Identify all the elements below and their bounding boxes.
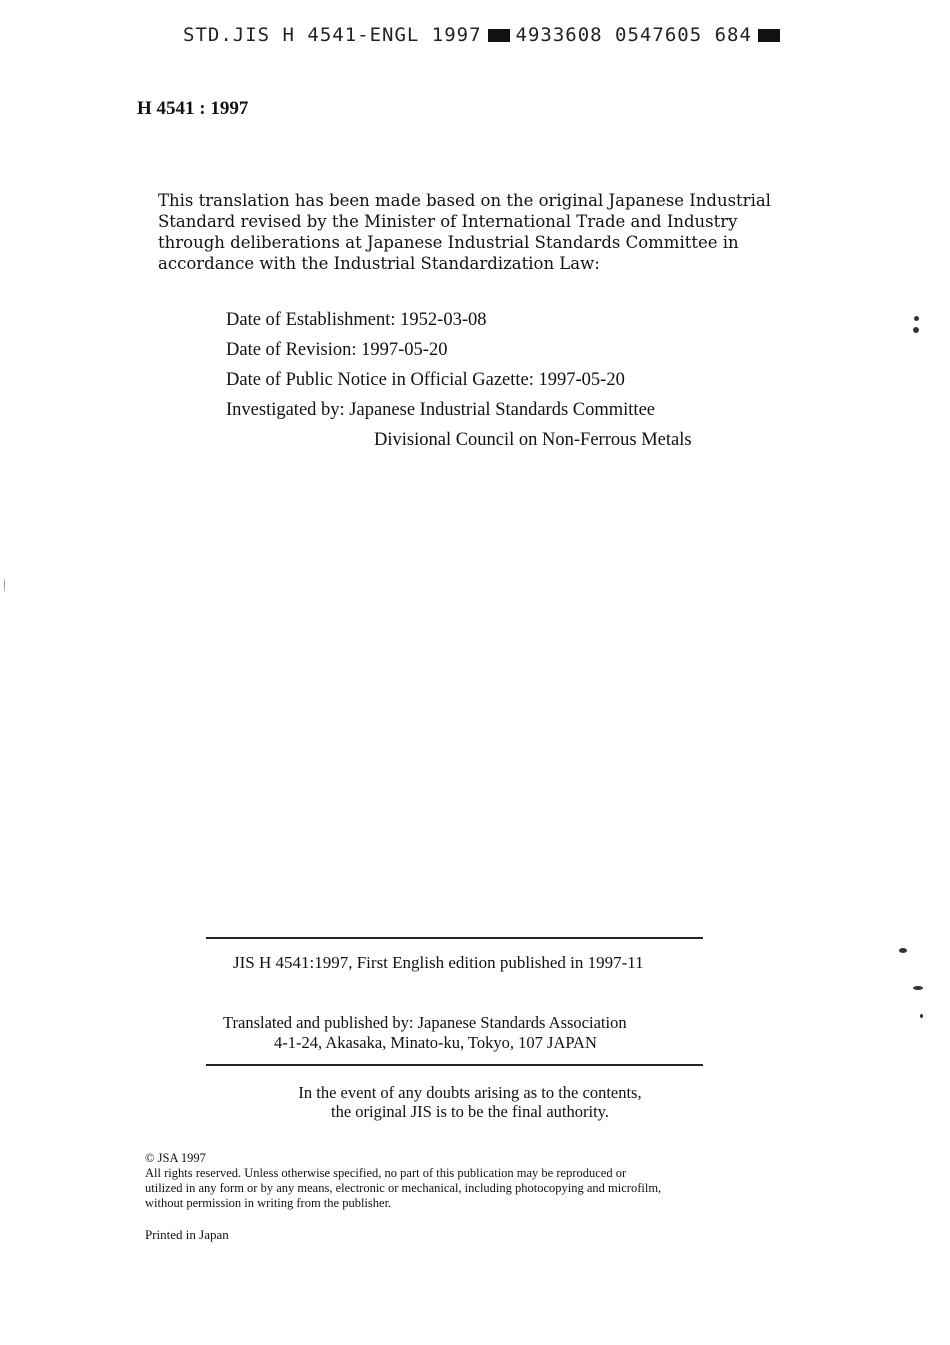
- scan-speck: [920, 1014, 923, 1018]
- header-code: 4933608 0547605 684: [515, 24, 752, 46]
- scan-speck: [913, 327, 919, 333]
- authority-notice: [0, 1083, 940, 1121]
- copyright-block: [145, 1151, 661, 1211]
- top-divider: [206, 937, 703, 939]
- header-standard: STD.JIS H 4541-ENGL 1997: [183, 24, 482, 46]
- black-block-mark: [488, 29, 510, 42]
- edition-line: JIS H 4541:1997, First English edition published in 1997-11: [233, 953, 644, 972]
- publisher-address: 4-1-24, Akasaka, Minato-ku, Tokyo, 107 JAPAN: [274, 1033, 597, 1052]
- scan-speck: [913, 986, 923, 990]
- copyright-text: utilized in any form or by any means, electronic or mechanical, including photocopying and microfilm,: [145, 1181, 662, 1195]
- document-id: H 4541 : 1997: [137, 98, 249, 119]
- intro-line: Standard revised by the Minister of International Trade and Industry: [158, 212, 738, 231]
- copyright-text: All rights reserved. Unless otherwise specified, no part of this publication may be reproduced or: [145, 1166, 627, 1180]
- printed-in: Printed in Japan: [145, 1227, 229, 1242]
- authority-line: In the event of any doubts arising as to the contents,: [298, 1083, 642, 1102]
- publisher-block: [223, 1013, 627, 1053]
- scan-speck: [4, 578, 5, 592]
- black-block-mark: [758, 29, 780, 42]
- scan-speck: [899, 948, 907, 953]
- authority-line: the original JIS is to be the final authority.: [330, 1102, 609, 1121]
- publisher-line: Translated and published by: Japanese Standards Association: [223, 1013, 627, 1032]
- copyright-text: without permission in writing from the publisher.: [145, 1196, 392, 1210]
- scan-speck: [914, 316, 919, 321]
- date-public-notice: Date of Public Notice in Official Gazette: 1997-05-20: [226, 370, 625, 390]
- intro-line: through deliberations at Japanese Industrial Standards Committee in: [158, 233, 739, 252]
- bottom-divider: [206, 1064, 703, 1066]
- date-revision: Date of Revision: 1997-05-20: [226, 340, 448, 360]
- dates-block: [226, 305, 692, 455]
- intro-paragraph: [158, 190, 778, 274]
- copyright-symbol-line: © JSA 1997: [145, 1151, 206, 1165]
- header-code-line: [183, 24, 786, 46]
- investigated-by: Investigated by: Japanese Industrial Standards Committee: [226, 400, 655, 420]
- investigated-council: Divisional Council on Non-Ferrous Metals: [374, 430, 692, 450]
- date-establishment: Date of Establishment: 1952-03-08: [226, 310, 487, 330]
- intro-line: This translation has been made based on the original Japanese Industrial: [158, 191, 771, 210]
- intro-line: accordance with the Industrial Standardization Law:: [158, 254, 600, 273]
